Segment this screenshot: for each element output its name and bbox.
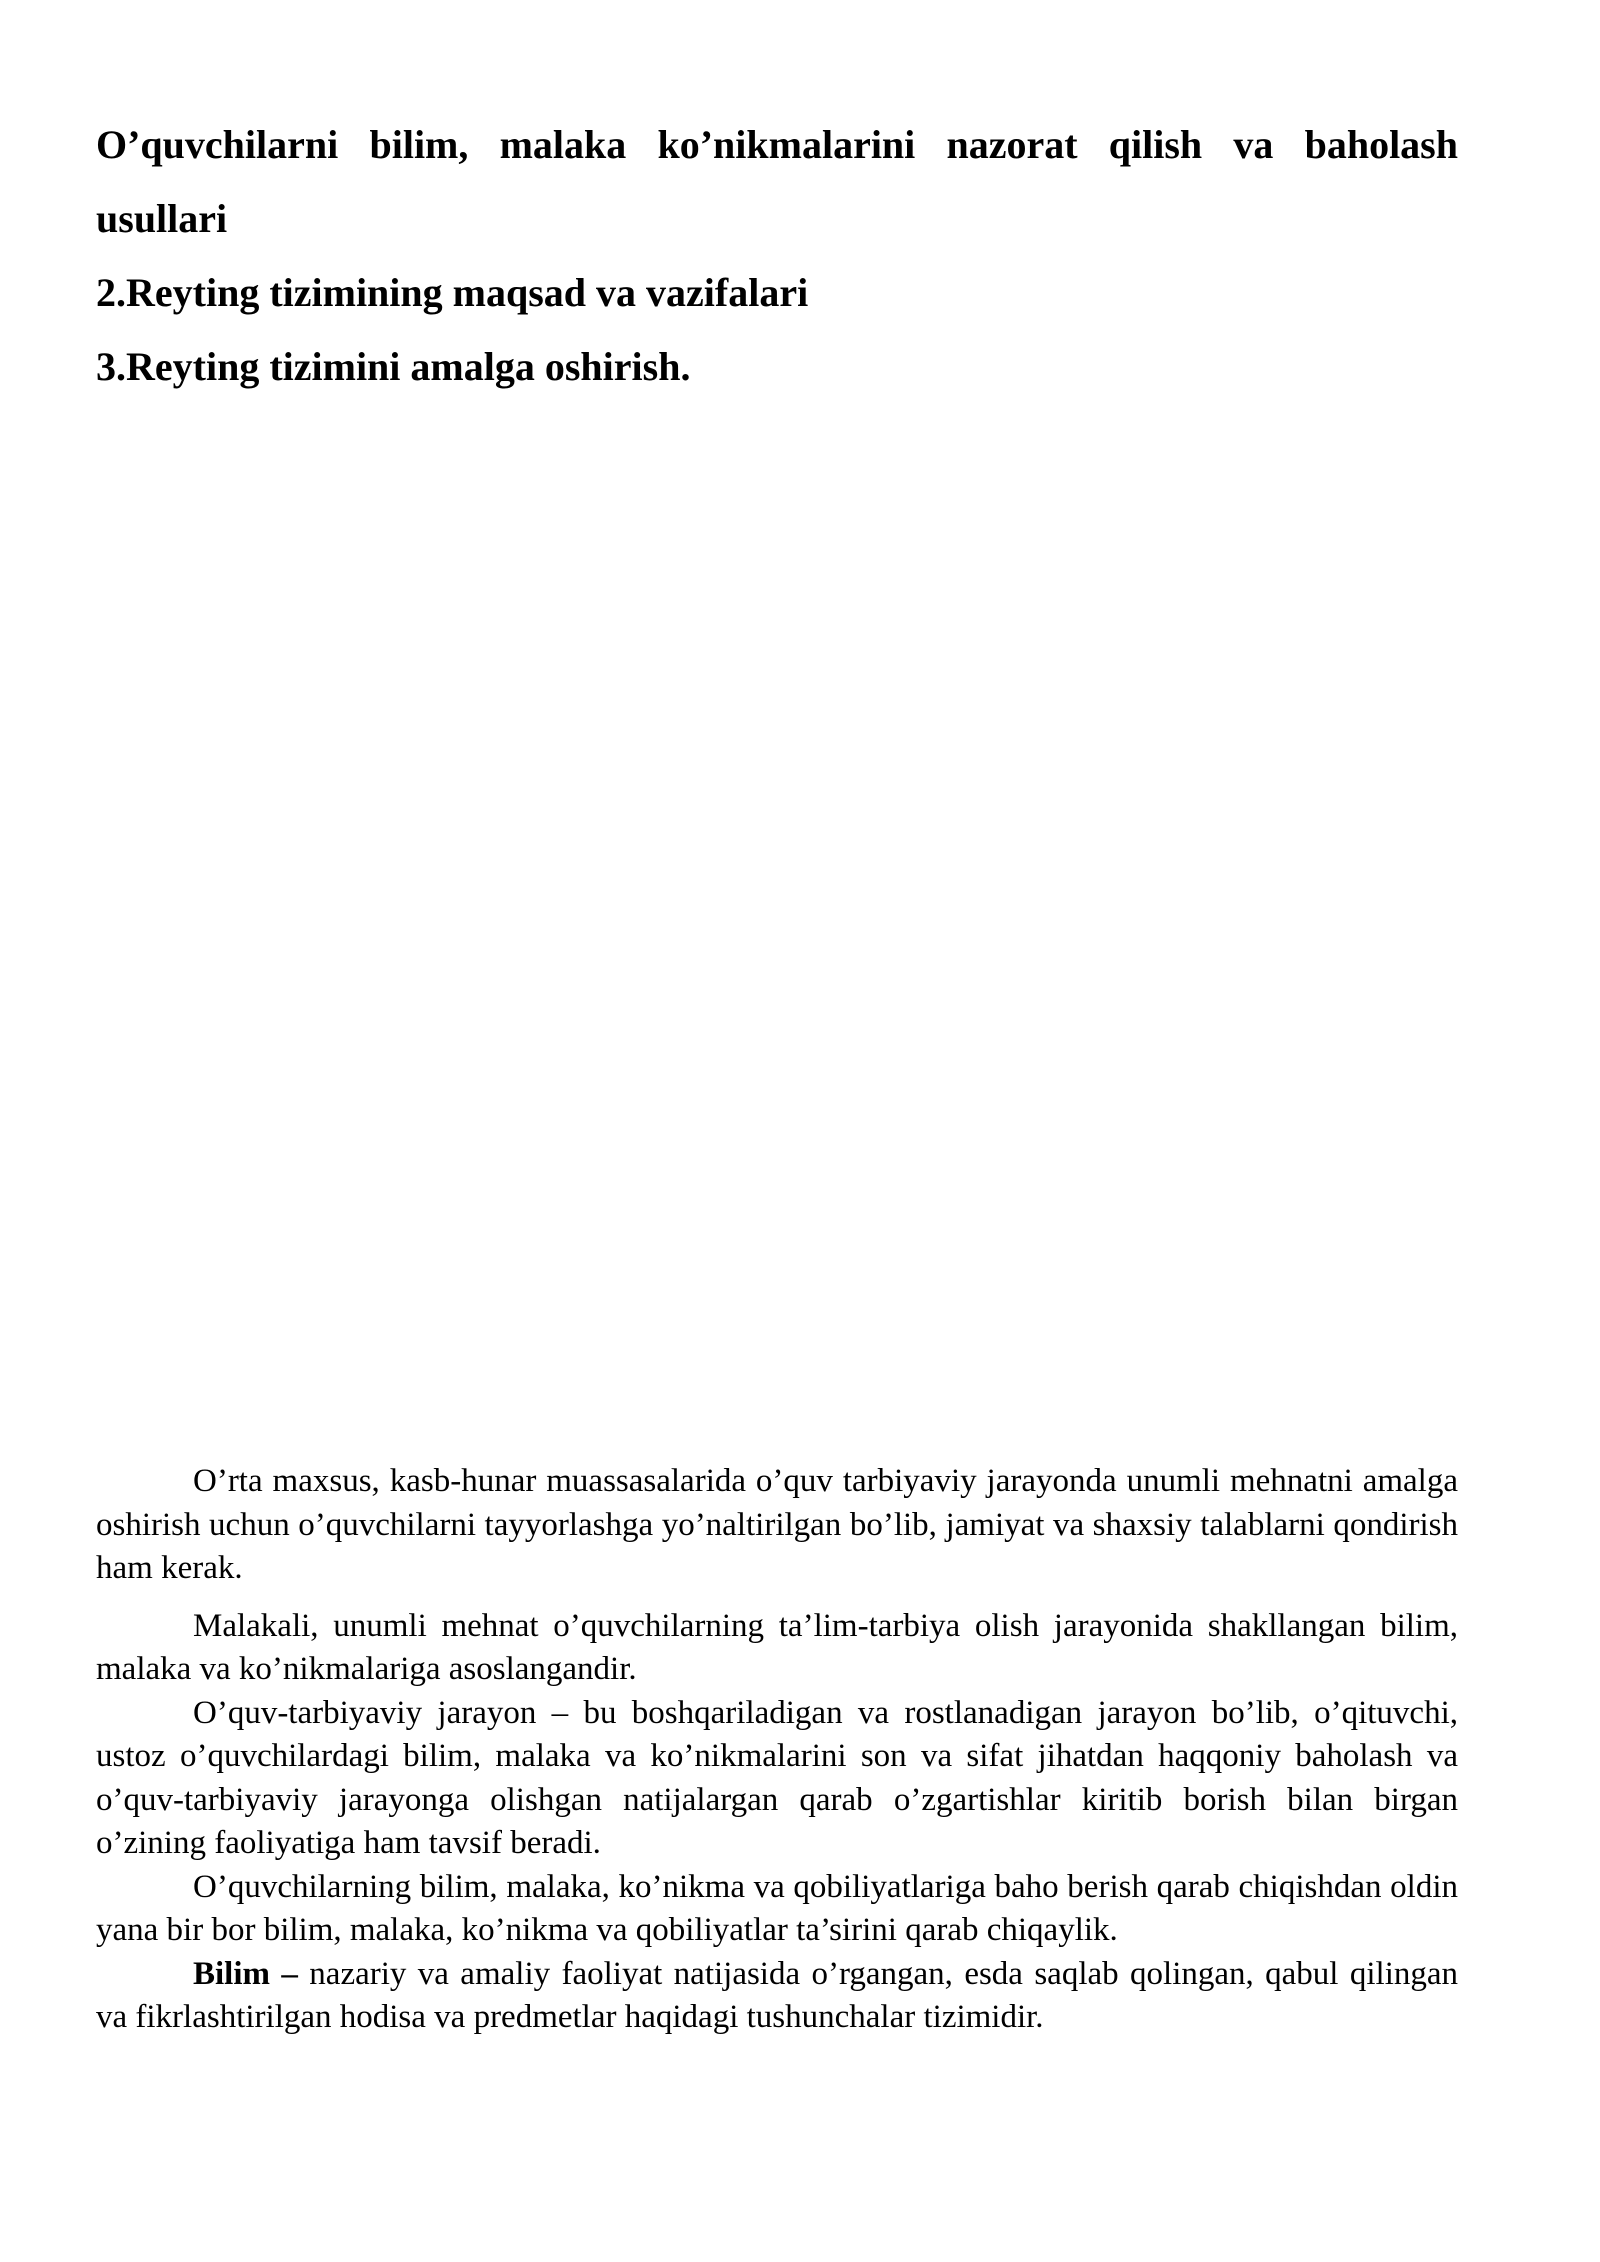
heading-title-line-1: O’quvchilarni bilim, malaka ko’nikmalarini nazorat qilish va baholash [96,122,1458,167]
definition-text: nazariy va amaliy faoliyat natijasida o’rgangan, esda saqlab qolingan, qabul qilingan va fikrlashtirilgan hodisa va predmetlar haqidagi tushunchalar tizimidir. [96,1955,1459,2035]
document-body [96,1460,1458,2040]
heading-title-line-2: usullari [96,196,228,241]
body-paragraph-3: O’quv-tarbiyaviy jarayon – bu boshqariladigan va rostlanadigan jarayon bo’lib, o’qituvchi, ustoz o’quvchilardagi bilim, malaka va ko’nikmalarini son va sifat jihatdan haqqoniy baholash va o’quv-tarbiyaviy jarayonga olishgan natijalargan qarab o’zgartishlar kiritib borish bilan birgan o’zining faoliyatiga ham tavsif beradi. [96,1694,1458,1861]
definition-paragraph [96,1953,1458,2040]
heading-item-3: 3.Reyting tizimini amalga oshirish. [96,344,691,389]
heading-item-2: 2.Reyting tizimining maqsad va vazifalari [96,270,809,315]
body-paragraph-2: Malakali, unumli mehnat o’quvchilarning ta’lim-tarbiya olish jarayonida shakllangan bilim, malaka va ko’nikmalariga asoslangandir. [96,1607,1458,1687]
body-paragraph-1: O’rta maxsus, kasb-hunar muassasalarida o’quv tarbiyaviy jarayonda unumli mehnatni amalga oshirish uchun o’quvchilarni tayyorlashga yo’naltirilgan bo’lib, jamiyat va shaxsiy talablarni qondirish ham kerak. [96,1463,1458,1586]
body-paragraph-4: O’quvchilarning bilim, malaka, ko’nikma va qobiliyatlariga baho berish qarab chiqishdan oldin yana bir bor bilim, malaka, ko’nikma va qobiliyatlar ta’sirini qarab chiqaylik. [96,1868,1458,1948]
document-heading [96,108,1458,404]
definition-term: Bilim – [193,1955,298,1992]
